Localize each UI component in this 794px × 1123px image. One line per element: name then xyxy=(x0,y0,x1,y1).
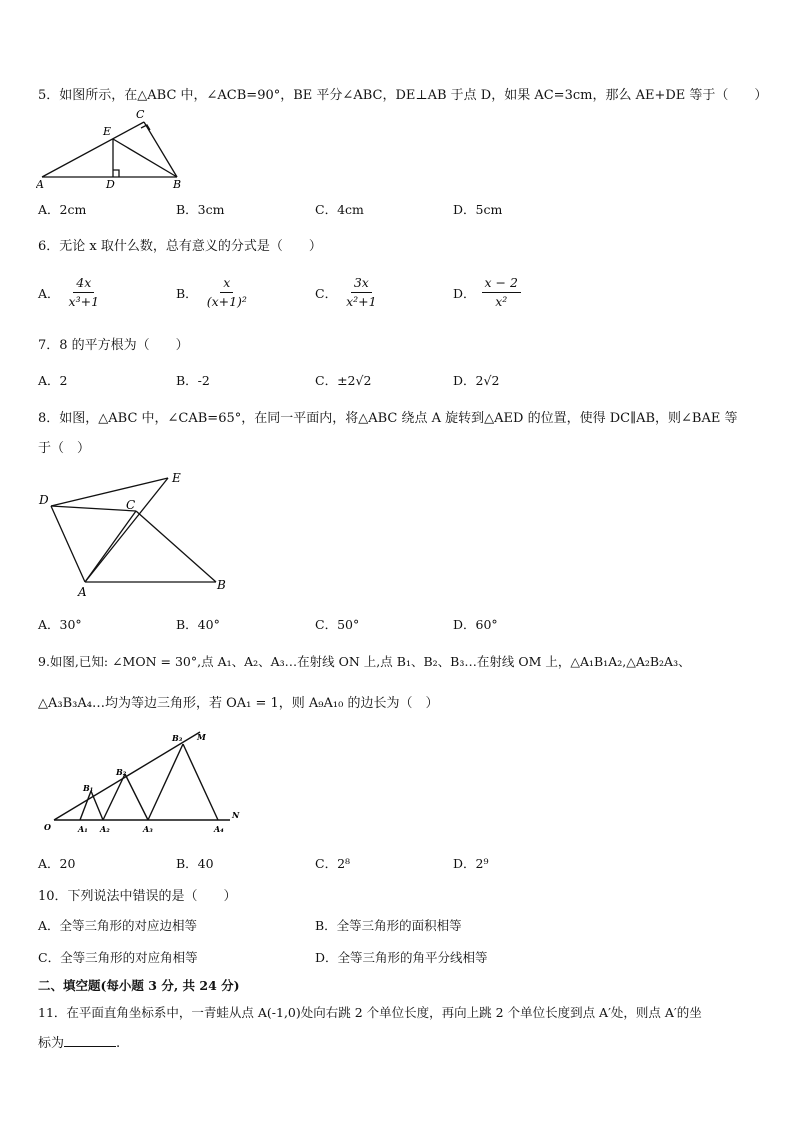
q8-stem-line1: 8．如图，△ABC 中，∠CAB=65°，在同一平面内，将△ABC 绕点 A 旋转到△AED 的位置，使得 DC∥AB，则∠BAE 等 xyxy=(38,411,738,426)
q9-label-b2: B₂ xyxy=(116,767,127,777)
q6-option-c-numerator: 3x xyxy=(351,276,372,293)
q6-option-d-fraction xyxy=(482,276,521,309)
q9-label-b3: B₃ xyxy=(172,733,183,743)
q11-stem-text: 标为 xyxy=(38,1036,65,1051)
q5-stem: 5．如图所示，在△ABC 中，∠ACB=90°，BE 平分∠ABC，DE⊥AB 于点 D，如果 AC=3cm，那么 AE+DE 等于（ ） xyxy=(38,88,768,103)
q5-label-c: C xyxy=(136,108,145,121)
q7-option-d: D．2√2 xyxy=(453,373,500,388)
q5-option-d: D．5cm xyxy=(453,202,503,217)
q6-option-d-denominator: x² xyxy=(495,294,508,309)
q6-option-a-fraction xyxy=(66,276,103,309)
q6-option-a xyxy=(38,276,102,309)
q9-option-b: B．40 xyxy=(176,856,214,871)
q9-option-c: C．2⁸ xyxy=(315,856,351,871)
q9-stem-line1: 9.如图,已知: ∠MON = 30°,点 A₁、A₂、A₃…在射线 ON 上,点 B₁、B₂、B₃…在射线 OM 上，△A₁B₁A₂,△A₂B₂A₃、 xyxy=(38,654,691,669)
q5-label-e: E xyxy=(103,125,112,138)
q9-label-m: M xyxy=(197,732,206,742)
q5-label-d: D xyxy=(106,178,115,191)
q8-label-e: E xyxy=(172,471,181,485)
q9-label-b1: B₁ xyxy=(83,783,94,793)
q5-label-b: B xyxy=(173,178,182,191)
q9-label-a3: A₃ xyxy=(143,824,153,834)
q6-option-b-denominator: (x+1)² xyxy=(206,294,247,309)
q9-option-d: D．2⁹ xyxy=(453,856,489,871)
q8-option-b: B．40° xyxy=(176,617,220,632)
q6-option-a-denominator: x³+1 xyxy=(68,294,100,309)
q6-option-a-letter: A． xyxy=(38,285,60,301)
q8-option-d: D．60° xyxy=(453,617,498,632)
q11-answer-blank[interactable] xyxy=(64,1034,116,1047)
q6-stem: 6．无论 x 取什么数，总有意义的分式是（ ） xyxy=(38,239,322,254)
q6-option-b-letter: B． xyxy=(176,285,198,301)
q7-option-a: A．2 xyxy=(38,373,68,388)
q9-label-a4: A₄ xyxy=(214,824,224,834)
q5-option-b: B．3cm xyxy=(176,202,225,217)
q6-option-d xyxy=(453,276,521,309)
q9-label-n: N xyxy=(232,810,240,820)
q5-figure xyxy=(36,106,196,192)
q6-option-b-numerator: x xyxy=(220,276,233,293)
q9-label-a1: A₁ xyxy=(78,824,88,834)
q7-option-c: C．±2√2 xyxy=(315,373,372,388)
q5-option-c: C．4cm xyxy=(315,202,364,217)
q8-label-d: D xyxy=(39,493,49,507)
q8-stem-line2: 于（ ） xyxy=(38,441,91,456)
q6-option-d-numerator: x − 2 xyxy=(482,276,521,293)
q9-label-a2: A₂ xyxy=(100,824,110,834)
q9-label-o: O xyxy=(44,822,51,832)
q9-stem-line2: △A₃B₃A₄…均为等边三角形，若 OA₁ = 1，则 A₉A₁₀ 的边长为（ ） xyxy=(38,696,439,711)
q10-stem: 10．下列说法中错误的是（ ） xyxy=(38,889,237,904)
q9-option-a: A．20 xyxy=(38,856,76,871)
q10-option-b: B．全等三角形的面积相等 xyxy=(315,918,462,933)
q9-figure xyxy=(40,728,264,834)
q6-option-d-letter: D． xyxy=(453,285,476,301)
q6-option-c xyxy=(315,276,380,309)
q6-option-b xyxy=(176,276,250,309)
q6-option-a-numerator: 4x xyxy=(73,276,94,293)
q6-option-b-fraction xyxy=(204,276,250,309)
q7-option-b: B．-2 xyxy=(176,373,210,388)
q10-option-d: D．全等三角形的角平分线相等 xyxy=(315,950,488,965)
q6-option-c-fraction xyxy=(343,276,380,309)
q8-option-a: A．30° xyxy=(38,617,82,632)
q6-option-c-denominator: x²+1 xyxy=(346,294,377,309)
q11-stem-end: . xyxy=(116,1036,121,1051)
q7-stem: 7．8 的平方根为（ ） xyxy=(38,338,189,353)
section-fill-blank-title: 二、填空题(每小题 3 分, 共 24 分) xyxy=(38,978,240,993)
q11-stem-line1: 11．在平面直角坐标系中，一青蛙从点 A(-1,0)处向右跳 2 个单位长度，再向上跳 2 个单位长度到点 A′处，则点 A′的坐 xyxy=(38,1005,702,1020)
q11-stem-line2 xyxy=(38,1032,120,1051)
q5-option-a: A．2cm xyxy=(38,202,87,217)
q8-label-b: B xyxy=(217,578,226,592)
q8-figure xyxy=(36,466,236,602)
q10-option-a: A．全等三角形的对应边相等 xyxy=(38,918,198,933)
q5-label-a: A xyxy=(36,178,44,191)
q6-option-c-letter: C． xyxy=(315,285,338,301)
q10-option-c: C．全等三角形的对应角相等 xyxy=(38,950,198,965)
q8-label-a: A xyxy=(78,585,87,599)
q8-option-c: C．50° xyxy=(315,617,360,632)
q8-label-c: C xyxy=(126,498,136,512)
